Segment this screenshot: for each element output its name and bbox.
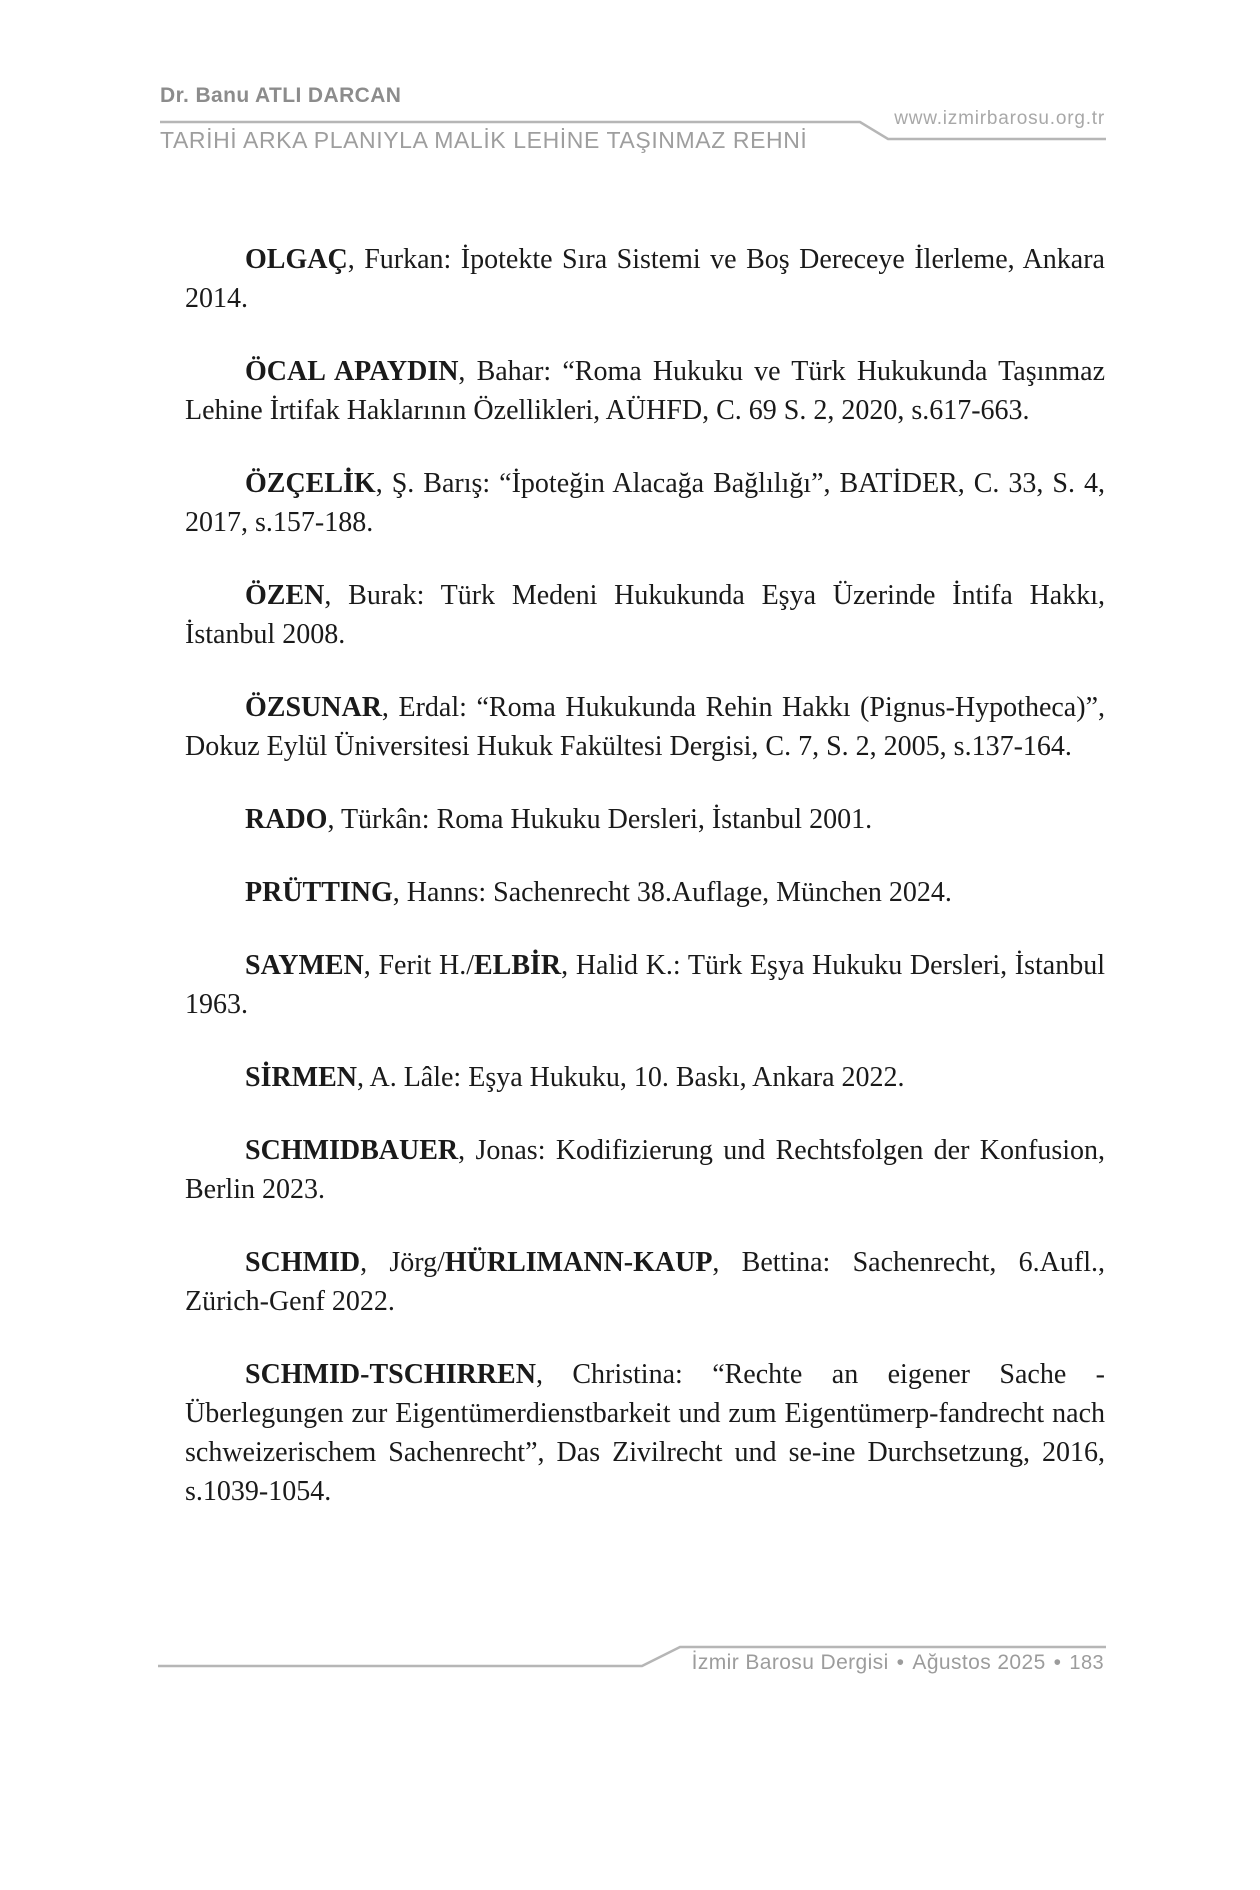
entry-text: , Christina: “Rechte an eigener Sache - Überlegungen zur Eigentümerdienstbarkeit und zum Eigentümerp-fandrecht nach schweizerischem Sachenrecht”, Das Zivilrecht und se-ine Durchsetzung, 2016, s.1039-1054. [185,1359,1105,1507]
footer-journal-name: İzmir Barosu Dergisi [691,1651,889,1674]
bibliography-entry [185,576,1105,654]
entry-author-name: SİRMEN [245,1062,358,1093]
article-title-header: TARİHİ ARKA PLANIYLA MALİK LEHİNE TAŞINMAZ REHNİ [160,127,808,153]
entry-text: , Halid K.: Türk Eşya Hukuku Dersleri, İstanbul 1963. [185,950,1105,1020]
entry-text: , Furkan: İpotekte Sıra Sistemi ve Boş Dereceye İlerleme, Ankara 2014. [185,244,1105,314]
entry-text: , Bettina: Sachenrecht, 6.Aufl., Zürich-Genf 2022. [185,1247,1105,1317]
entry-text: , Hanns: Sachenrecht 38.Auflage, München 2024. [392,877,952,908]
entry-author-name: SCHMID-TSCHIRREN [245,1359,536,1390]
bibliography-entry [185,688,1105,766]
entry-author-name: RADO [245,804,328,835]
bibliography [185,240,1105,1545]
bibliography-entry [185,800,1105,839]
entry-text: , Ferit H./ [363,950,474,981]
bibliography-entry [185,464,1105,542]
footer-page-number: 183 [1069,1652,1104,1674]
journal-website-url: www.izmirbarosu.org.tr [894,108,1105,129]
author-name-header: Dr. Banu ATLI DARCAN [160,84,402,107]
footer-separator: • [896,1651,905,1674]
bibliography-entry [185,1058,1105,1097]
entry-text: , Bahar: “Roma Hukuku ve Türk Hukukunda Taşınmaz Lehine İrtifak Haklarının Özellikleri, AÜHFD, C. 69 S. 2, 2020, s.617-663. [185,356,1106,426]
bibliography-entry [185,240,1105,318]
footer-journal-line [692,1651,1104,1675]
bibliography-entry [185,946,1105,1024]
footer-issue: Ağustos 2025 [912,1651,1046,1674]
entry-author-name: PRÜTTING [245,877,393,908]
entry-text: , Ş. Barış: “İpoteğin Alacağa Bağlılığı”, BATİDER, C. 33, S. 4, 2017, s.157-188. [185,468,1105,538]
entry-text: , A. Lâle: Eşya Hukuku, 10. Baskı, Ankara 2022. [357,1062,905,1093]
footer-separator: • [1053,1651,1062,1674]
entry-author-name: ÖZEN [245,580,325,611]
entry-text: , Burak: Türk Medeni Hukukunda Eşya Üzerinde İntifa Hakkı, İstanbul 2008. [185,580,1105,650]
bibliography-entry [185,1355,1105,1511]
entry-author-name: ELBİR [474,950,562,981]
bibliography-entry [185,1243,1105,1321]
entry-text: , Erdal: “Roma Hukukunda Rehin Hakkı (Pignus-Hypotheca)”, Dokuz Eylül Üniversitesi Hukuk Fakültesi Dergisi, C. 7, S. 2, 2005, s.137-164. [185,692,1105,762]
entry-author-name: SCHMID [245,1247,361,1278]
entry-author-name: ÖZÇELİK [245,468,376,499]
entry-author-name: ÖZSUNAR [245,692,382,723]
entry-text: , Jonas: Kodifizierung und Rechtsfolgen der Konfusion, Berlin 2023. [185,1135,1105,1205]
entry-author-name: SCHMIDBAUER [245,1135,459,1166]
bibliography-entry [185,1131,1105,1209]
entry-text: , Jörg/ [360,1247,445,1278]
bibliography-entry [185,873,1105,912]
bibliography-entry [185,352,1105,430]
entry-author-name: ÖCAL APAYDIN [245,356,459,387]
entry-text: , Türkân: Roma Hukuku Dersleri, İstanbul 2001. [327,804,873,835]
entry-author-name: HÜRLIMANN-KAUP [444,1247,713,1278]
entry-author-name: SAYMEN [245,950,364,981]
entry-author-name: OLGAÇ [245,244,348,275]
